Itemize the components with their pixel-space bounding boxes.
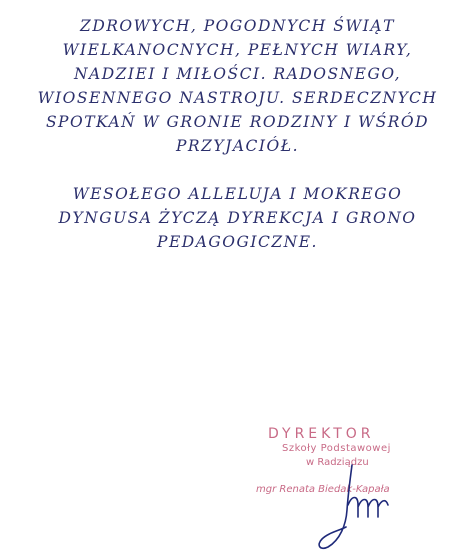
closing-line: PEDAGOGICZNE. xyxy=(157,233,318,251)
stamp-school: Szkoły Podstawowej xyxy=(282,443,391,454)
greeting-line: WIOSENNEGO NASTROJU. SERDECZNYCH xyxy=(37,89,438,107)
greeting-line: PRZYJACIÓŁ. xyxy=(176,137,299,155)
greeting-text xyxy=(0,14,475,254)
greeting-line: WIELKANOCNYCH, PEŁNYCH WIARY, xyxy=(62,41,413,59)
greeting-line: SPOTKAŃ W GRONIE RODZINY I WŚRÓD xyxy=(45,113,430,131)
greeting-line: ZDROWYCH, POGODNYCH ŚWIĄT xyxy=(80,17,395,35)
paragraph-gap xyxy=(0,158,475,182)
stamp-location: w Radziądzu xyxy=(306,457,369,468)
stamp-name: mgr Renata Biedak-Kapała xyxy=(256,484,390,495)
handwritten-signature xyxy=(290,455,410,555)
closing-line: WESOŁEGO ALLELUJA I MOKREGO xyxy=(72,185,403,203)
greeting-line: NADZIEI I MIŁOŚCI. RADOSNEGO, xyxy=(73,65,402,83)
stamp-title: DYREKTOR xyxy=(268,426,375,442)
closing-line: DYNGUSA ŻYCZĄ DYREKCJA I GRONO xyxy=(58,209,417,227)
